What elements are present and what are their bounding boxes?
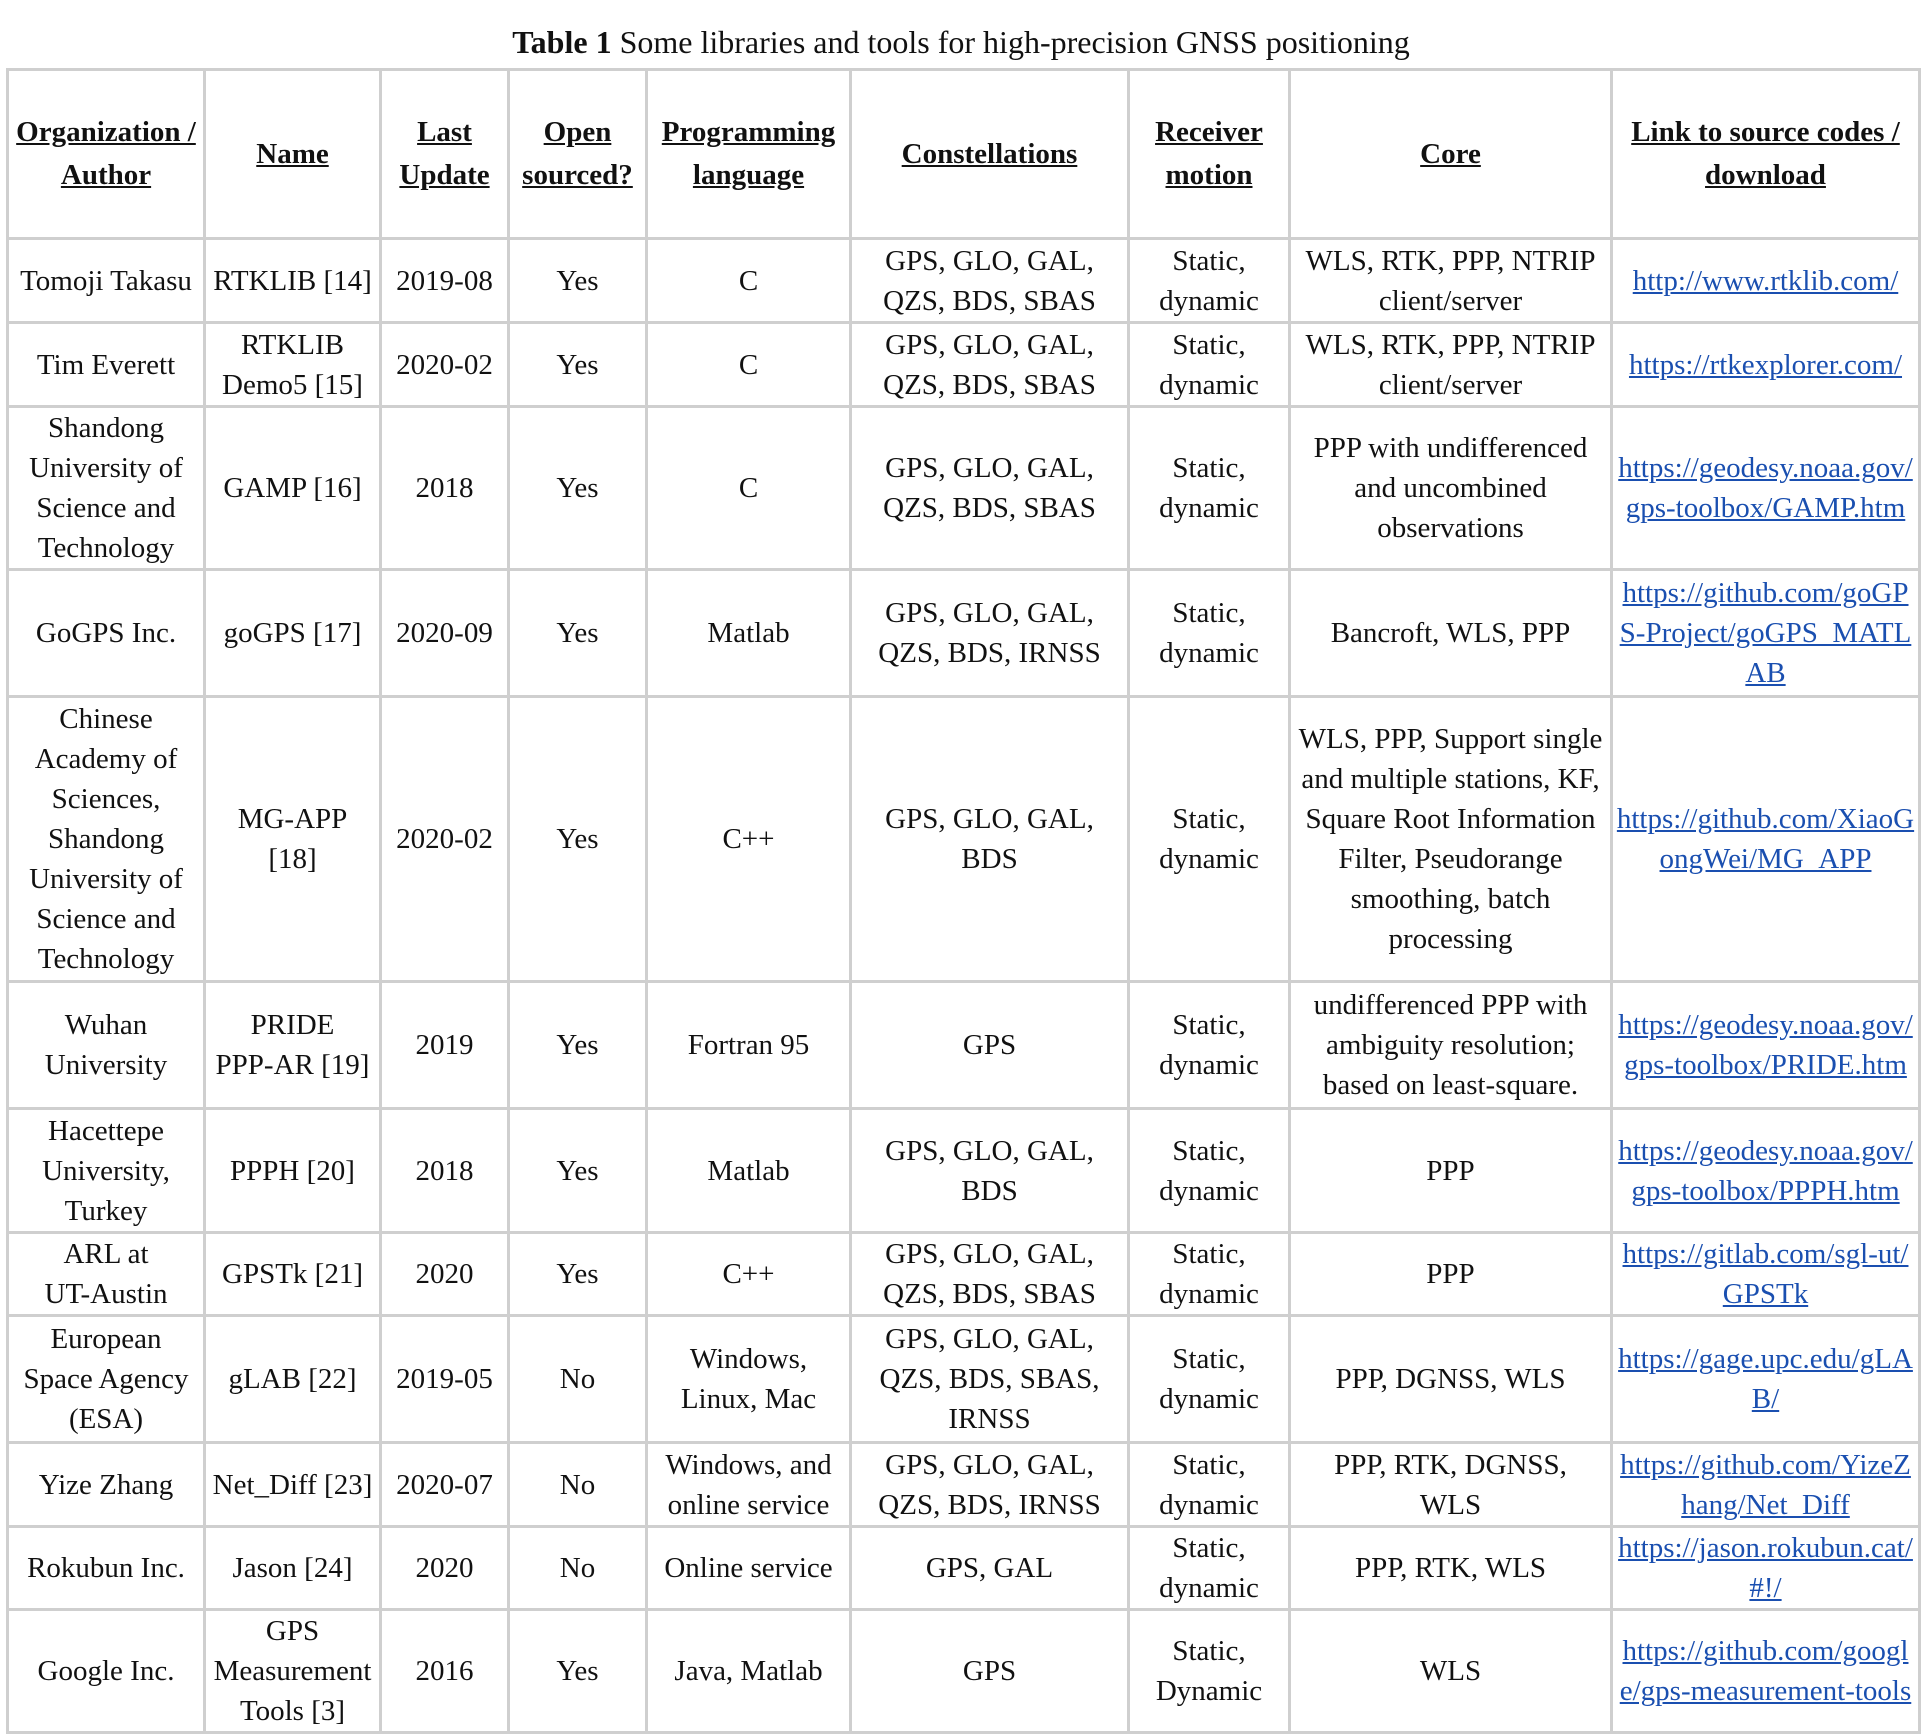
cell-receiver-motion: Static, dynamic [1129, 1109, 1290, 1233]
source-link[interactable]: https://github.com/XiaoGongWei/MG_APP [1616, 803, 1915, 875]
cell-last-update: 2019 [381, 982, 509, 1109]
header-last-update: Last Update [381, 70, 509, 239]
cell-constellations: GPS, GLO, GAL, QZS, BDS, SBAS [851, 239, 1129, 323]
table-row [8, 1233, 1920, 1316]
cell-receiver-motion: Static, dynamic [1129, 407, 1290, 570]
table-row [8, 1316, 1920, 1443]
cell-organization: Yize Zhang [8, 1443, 205, 1527]
source-link[interactable]: http://www.rtklib.com/ [1632, 264, 1899, 297]
cell-constellations: GPS, GLO, GAL, QZS, BDS, IRNSS [851, 1443, 1129, 1527]
cell-name: Jason [24] [205, 1527, 381, 1610]
cell-language: Online service [647, 1527, 851, 1610]
cell-link [1612, 323, 1920, 407]
cell-last-update: 2018 [381, 1109, 509, 1233]
table-row [8, 407, 1920, 570]
cell-organization: Tim Everett [8, 323, 205, 407]
cell-open-sourced: No [509, 1527, 647, 1610]
header-link: Link to source codes / download [1612, 70, 1920, 239]
caption-label: Table 1 [512, 24, 612, 60]
cell-constellations: GPS, GLO, GAL, QZS, BDS, IRNSS [851, 570, 1129, 697]
cell-receiver-motion: Static, dynamic [1129, 982, 1290, 1109]
header-receiver-motion: Receiver motion [1129, 70, 1290, 239]
cell-name: GAMP [16] [205, 407, 381, 570]
cell-open-sourced: No [509, 1316, 647, 1443]
cell-last-update: 2020-02 [381, 697, 509, 982]
cell-core: PPP, RTK, DGNSS, WLS [1290, 1443, 1612, 1527]
cell-organization: European Space Agency (ESA) [8, 1316, 205, 1443]
cell-organization: Wuhan University [8, 982, 205, 1109]
header-organization: Organization / Author [8, 70, 205, 239]
cell-open-sourced: Yes [509, 1109, 647, 1233]
cell-organization: Tomoji Takasu [8, 239, 205, 323]
source-link[interactable]: https://geodesy.noaa.gov/gps-toolbox/PRIDE.htm [1618, 1009, 1913, 1081]
cell-open-sourced: Yes [509, 697, 647, 982]
cell-open-sourced: Yes [509, 982, 647, 1109]
cell-last-update: 2019-05 [381, 1316, 509, 1443]
cell-open-sourced: Yes [509, 323, 647, 407]
cell-organization: Shandong University of Science and Technology [8, 407, 205, 570]
cell-last-update: 2018 [381, 407, 509, 570]
cell-organization: Chinese Academy of Sciences, Shandong University of Science and Technology [8, 697, 205, 982]
cell-receiver-motion: Static, dynamic [1129, 239, 1290, 323]
table-caption [0, 18, 1922, 66]
table-row [8, 697, 1920, 982]
cell-open-sourced: Yes [509, 1610, 647, 1733]
cell-language: C [647, 407, 851, 570]
cell-open-sourced: Yes [509, 239, 647, 323]
cell-core: PPP [1290, 1109, 1612, 1233]
cell-language: Fortran 95 [647, 982, 851, 1109]
cell-name: goGPS [17] [205, 570, 381, 697]
source-link[interactable]: https://gage.upc.edu/gLAB/ [1618, 1343, 1913, 1415]
cell-language: Windows, Linux, Mac [647, 1316, 851, 1443]
cell-constellations: GPS, GLO, GAL, QZS, BDS, SBAS [851, 323, 1129, 407]
cell-language: C [647, 323, 851, 407]
cell-organization: Google Inc. [8, 1610, 205, 1733]
cell-language: Windows, and online service [647, 1443, 851, 1527]
cell-receiver-motion: Static, dynamic [1129, 1233, 1290, 1316]
cell-open-sourced: Yes [509, 570, 647, 697]
table-row [8, 1610, 1920, 1733]
cell-name: gLAB [22] [205, 1316, 381, 1443]
source-link[interactable]: https://github.com/goGPS-Project/goGPS_MATLAB [1619, 577, 1912, 689]
source-link[interactable]: https://geodesy.noaa.gov/gps-toolbox/GAMP.htm [1618, 452, 1913, 524]
cell-link [1612, 570, 1920, 697]
cell-constellations: GPS, GLO, GAL, QZS, BDS, SBAS [851, 407, 1129, 570]
cell-receiver-motion: Static, dynamic [1129, 1527, 1290, 1610]
cell-link [1612, 982, 1920, 1109]
cell-language: C [647, 239, 851, 323]
cell-name: RTKLIB [14] [205, 239, 381, 323]
cell-last-update: 2020 [381, 1527, 509, 1610]
cell-organization: ARL at UT-Austin [8, 1233, 205, 1316]
source-link[interactable]: https://rtkexplorer.com/ [1628, 348, 1903, 381]
header-core: Core [1290, 70, 1612, 239]
table-row [8, 323, 1920, 407]
cell-link [1612, 1527, 1920, 1610]
cell-last-update: 2016 [381, 1610, 509, 1733]
table-row [8, 982, 1920, 1109]
cell-last-update: 2019-08 [381, 239, 509, 323]
cell-constellations: GPS, GLO, GAL, BDS [851, 697, 1129, 982]
cell-name: GPSTk [21] [205, 1233, 381, 1316]
cell-core: Bancroft, WLS, PPP [1290, 570, 1612, 697]
header-name: Name [205, 70, 381, 239]
source-link[interactable]: https://github.com/google/gps-measurement-tools [1619, 1635, 1912, 1707]
cell-core: WLS, PPP, Support single and multiple stations, KF, Square Root Information Filter, Pseudorange smoothing, batch processing [1290, 697, 1612, 982]
cell-receiver-motion: Static, dynamic [1129, 570, 1290, 697]
table-row [8, 1527, 1920, 1610]
cell-language: C++ [647, 1233, 851, 1316]
header-programming-language: Programming language [647, 70, 851, 239]
cell-name: PPPH [20] [205, 1109, 381, 1233]
cell-last-update: 2020 [381, 1233, 509, 1316]
cell-open-sourced: Yes [509, 1233, 647, 1316]
cell-organization: Rokubun Inc. [8, 1527, 205, 1610]
cell-constellations: GPS [851, 1610, 1129, 1733]
header-open-sourced: Open sourced? [509, 70, 647, 239]
cell-language: C++ [647, 697, 851, 982]
header-constellations: Constellations [851, 70, 1129, 239]
cell-last-update: 2020-02 [381, 323, 509, 407]
cell-name: RTKLIB Demo5 [15] [205, 323, 381, 407]
cell-receiver-motion: Static, dynamic [1129, 697, 1290, 982]
table-row [8, 239, 1920, 323]
cell-core: PPP, DGNSS, WLS [1290, 1316, 1612, 1443]
cell-language: Matlab [647, 570, 851, 697]
cell-link [1612, 239, 1920, 323]
gnss-tools-table [6, 68, 1921, 1734]
cell-organization: GoGPS Inc. [8, 570, 205, 697]
cell-constellations: GPS, GLO, GAL, QZS, BDS, SBAS [851, 1233, 1129, 1316]
cell-link [1612, 1109, 1920, 1233]
source-link[interactable]: https://jason.rokubun.cat/#!/ [1618, 1532, 1913, 1604]
cell-name: GPS Measurement Tools [3] [205, 1610, 381, 1733]
cell-receiver-motion: Static, dynamic [1129, 1443, 1290, 1527]
cell-link [1612, 1233, 1920, 1316]
caption-text: Some libraries and tools for high-precision GNSS positioning [611, 24, 1410, 60]
cell-open-sourced: No [509, 1443, 647, 1527]
source-link[interactable]: https://github.com/YizeZhang/Net_Diff [1620, 1448, 1911, 1521]
source-link[interactable]: https://gitlab.com/sgl-ut/GPSTk [1622, 1238, 1909, 1310]
cell-open-sourced: Yes [509, 407, 647, 570]
cell-constellations: GPS, GLO, GAL, BDS [851, 1109, 1129, 1233]
source-link[interactable]: https://geodesy.noaa.gov/gps-toolbox/PPPH.htm [1618, 1134, 1913, 1207]
cell-core: PPP with undifferenced and uncombined observations [1290, 407, 1612, 570]
cell-core: PPP, RTK, WLS [1290, 1527, 1612, 1610]
cell-link [1612, 1316, 1920, 1443]
cell-receiver-motion: Static, dynamic [1129, 323, 1290, 407]
cell-constellations: GPS, GLO, GAL, QZS, BDS, SBAS, IRNSS [851, 1316, 1129, 1443]
cell-core: undifferenced PPP with ambiguity resolution; based on least-square. [1290, 982, 1612, 1109]
cell-link [1612, 1610, 1920, 1733]
cell-core: PPP [1290, 1233, 1612, 1316]
cell-core: WLS, RTK, PPP, NTRIP client/server [1290, 323, 1612, 407]
table-row [8, 570, 1920, 697]
cell-last-update: 2020-09 [381, 570, 509, 697]
cell-core: WLS [1290, 1610, 1612, 1733]
cell-name: Net_Diff [23] [205, 1443, 381, 1527]
cell-core: WLS, RTK, PPP, NTRIP client/server [1290, 239, 1612, 323]
cell-name: PRIDE PPP-AR [19] [205, 982, 381, 1109]
cell-receiver-motion: Static, Dynamic [1129, 1610, 1290, 1733]
cell-link [1612, 697, 1920, 982]
table-row [8, 1443, 1920, 1527]
cell-organization: Hacettepe University, Turkey [8, 1109, 205, 1233]
header-row [8, 70, 1920, 239]
table-body [8, 239, 1920, 1733]
cell-name: MG-APP [18] [205, 697, 381, 982]
cell-last-update: 2020-07 [381, 1443, 509, 1527]
cell-language: Java, Matlab [647, 1610, 851, 1733]
cell-language: Matlab [647, 1109, 851, 1233]
cell-constellations: GPS [851, 982, 1129, 1109]
cell-receiver-motion: Static, dynamic [1129, 1316, 1290, 1443]
cell-link [1612, 1443, 1920, 1527]
cell-constellations: GPS, GAL [851, 1527, 1129, 1610]
table-row [8, 1109, 1920, 1233]
cell-link [1612, 407, 1920, 570]
